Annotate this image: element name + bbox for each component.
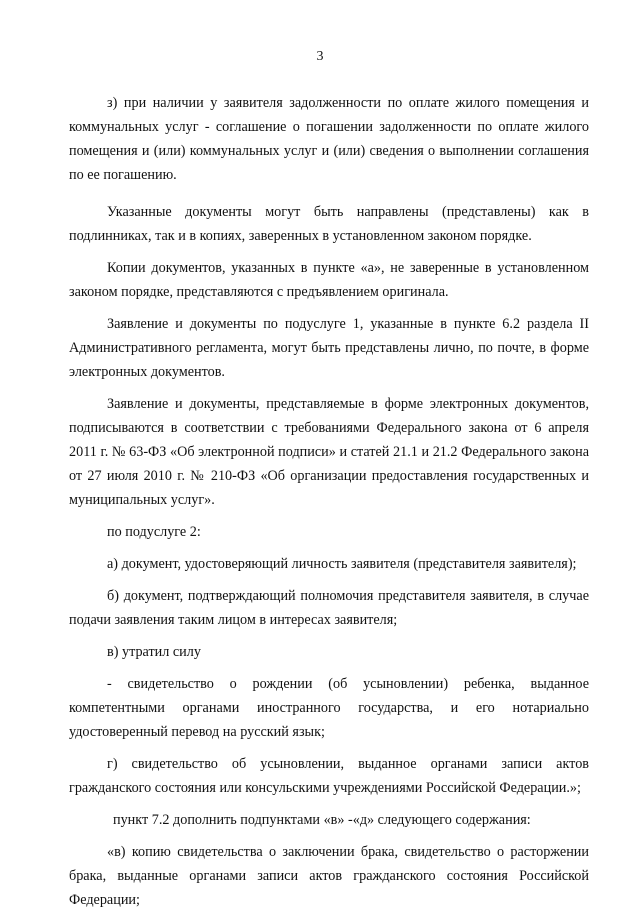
document-body [69, 91, 589, 912]
list-item-g: г) свидетельство об усыновлении, выданное органами записи актов гражданского состояния или консульскими учреждениями Российской Федерации.»; [69, 756, 589, 796]
paragraph-electronic-documents: Заявление и документы, представляемые в форме электронных документов, подписываются в соответствии с требованиями Федерального закона от 6 апреля 2011 г. № 63-ФЗ «Об электронной подписи» и статей 21.1 и 21.2 Федерального закона от 27 июля 2010 г. № 210-ФЗ «Об организации предоставления государственных и муниципальных услуг». [69, 396, 589, 508]
list-item-b: б) документ, подтверждающий полномочия представителя заявителя, в случае подачи заявления таким лицом в интересах заявителя; [69, 588, 589, 628]
paragraph-debt-agreement: з) при наличии у заявителя задолженности по оплате жилого помещения и коммунальных услуг - соглашение о погашении задолженности по оплате жилого помещения и (или) коммунальных услуг и (или) сведения о выполнении соглашения по ее погашению. [69, 95, 589, 183]
page-number: 3 [316, 49, 324, 64]
paragraph-point-7-2: пункт 7.2 дополнить подпунктами «в» -«д» следующего содержания: [113, 812, 531, 828]
list-item-a: а) документ, удостоверяющий личность заявителя (представителя заявителя); [107, 556, 577, 572]
list-item-marriage-certificate: «в) копию свидетельства о заключении брака, свидетельство о расторжении брака, выданные органами записи актов гражданского состояния Российской Федерации; [69, 844, 589, 908]
paragraph-subservice-2: по подуслуге 2: [107, 524, 201, 540]
list-item-v: в) утратил силу [107, 644, 201, 660]
paragraph-documents-submission: Указанные документы могут быть направлены (представлены) как в подлинниках, так и в копиях, заверенных в установленном законом порядке. [69, 204, 589, 244]
paragraph-subservice-1: Заявление и документы по подуслуге 1, указанные в пункте 6.2 раздела II Административного регламента, могут быть представлены лично, по почте, в форме электронных документов. [69, 316, 589, 380]
list-item-birth-certificate: - свидетельство о рождении (об усыновлении) ребенка, выданное компетентными органами иностранного государства, и его нотариально удостоверенный перевод на русский язык; [69, 676, 589, 740]
paragraph-copies: Копии документов, указанных в пункте «а», не заверенные в установленном законом порядке, представляются с предъявлением оригинала. [69, 260, 589, 300]
